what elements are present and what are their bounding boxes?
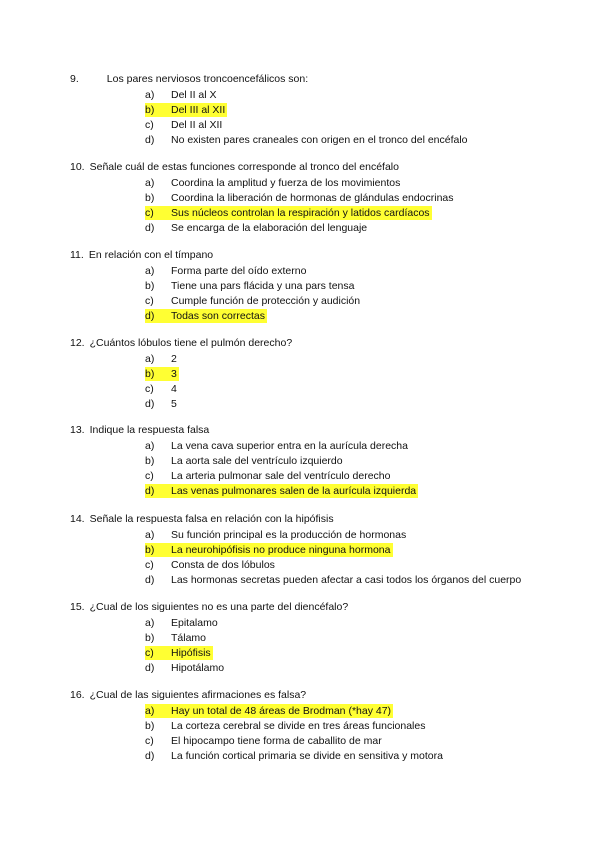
option-text: No existen pares craneales con origen en el tronco del encéfalo — [171, 134, 468, 146]
option-content — [145, 191, 456, 205]
option-letter: a) — [145, 705, 155, 717]
answer-option — [145, 631, 208, 645]
answer-option — [145, 454, 345, 468]
answer-option-highlighted — [145, 543, 393, 557]
question-number: 14. — [70, 513, 85, 525]
option-content — [145, 176, 402, 190]
answer-option — [145, 264, 308, 278]
question-number: 9. — [70, 73, 79, 85]
option-content — [145, 439, 410, 453]
option-content — [145, 397, 179, 411]
question-number: 16. — [70, 689, 85, 701]
option-letter: d) — [145, 134, 155, 146]
option-content — [145, 352, 179, 366]
option-content — [145, 734, 384, 748]
question-text — [70, 423, 570, 438]
option-text: El hipocampo tiene forma de caballito de mar — [171, 735, 382, 747]
answer-option — [145, 734, 384, 748]
question-statement: ¿Cuántos lóbulos tiene el pulmón derecho? — [89, 337, 293, 349]
option-letter: d) — [145, 222, 155, 234]
option-letter: c) — [145, 559, 154, 571]
option-text: La vena cava superior entra en la aurícula derecha — [171, 440, 408, 452]
question-16 — [70, 688, 570, 703]
option-text: 2 — [171, 353, 177, 365]
answer-option — [145, 118, 224, 132]
option-text: La corteza cerebral se divide en tres áreas funcionales — [171, 720, 426, 732]
answer-option — [145, 397, 179, 411]
option-text: Cumple función de protección y audición — [171, 295, 361, 307]
option-letter: d) — [145, 485, 155, 497]
answer-option — [145, 382, 179, 396]
option-content — [145, 454, 345, 468]
option-text: 5 — [171, 398, 177, 410]
highlight-marker — [145, 367, 179, 381]
option-text: Las venas pulmonares salen de la aurícula izquierda — [171, 485, 417, 497]
answer-option — [145, 573, 523, 587]
option-text: 3 — [171, 368, 177, 380]
answer-option — [145, 176, 402, 190]
option-letter: a) — [145, 177, 155, 189]
option-content — [145, 88, 219, 102]
option-text: Del II al X — [171, 89, 217, 101]
answer-option-highlighted — [145, 309, 267, 323]
option-letter: a) — [145, 617, 155, 629]
answer-option-highlighted — [145, 484, 418, 498]
option-letter: c) — [145, 383, 154, 395]
option-text: Coordina la liberación de hormonas de glándulas endocrinas — [171, 192, 454, 204]
option-text: Del II al XII — [171, 119, 223, 131]
question-number: 10. — [70, 161, 85, 173]
option-letter: b) — [145, 104, 155, 116]
answer-option — [145, 294, 362, 308]
question-text — [70, 336, 570, 351]
option-letter: d) — [145, 662, 155, 674]
question-statement: Los pares nerviosos troncoencefálicos son: — [106, 73, 309, 85]
question-text — [70, 248, 570, 263]
answer-option — [145, 133, 470, 147]
option-text: La función cortical primaria se divide en sensitiva y motora — [171, 750, 443, 762]
option-text: Consta de dos lóbulos — [171, 559, 275, 571]
question-12 — [70, 336, 570, 351]
question-text — [70, 512, 570, 527]
answer-option — [145, 558, 277, 572]
option-text: Hipotálamo — [171, 662, 225, 674]
option-letter: b) — [145, 544, 155, 556]
option-content — [145, 573, 523, 587]
question-statement: ¿Cual de las siguientes afirmaciones es falsa? — [89, 689, 307, 701]
option-text: La aorta sale del ventrículo izquierdo — [171, 455, 343, 467]
option-text: Tiene una pars flácida y una pars tensa — [171, 280, 355, 292]
question-number: 11. — [70, 249, 84, 261]
option-letter: c) — [145, 735, 154, 747]
highlight-marker — [145, 206, 432, 220]
option-content — [145, 118, 224, 132]
option-letter: b) — [145, 280, 155, 292]
option-text: Coordina la amplitud y fuerza de los movimientos — [171, 177, 401, 189]
question-statement: En relación con el tímpano — [88, 249, 214, 261]
option-text: La arteria pulmonar sale del ventrículo derecho — [171, 470, 391, 482]
option-content — [145, 719, 427, 733]
question-text — [70, 600, 570, 615]
question-11 — [70, 248, 570, 263]
option-content — [145, 616, 220, 630]
question-10 — [70, 160, 570, 175]
highlight-marker — [145, 484, 418, 498]
option-letter: c) — [145, 295, 154, 307]
question-statement: Señale cuál de estas funciones corresponde al tronco del encéfalo — [89, 161, 399, 173]
option-content — [145, 749, 445, 763]
question-number: 13. — [70, 424, 85, 436]
option-text: Forma parte del oído externo — [171, 265, 307, 277]
answer-option — [145, 719, 427, 733]
option-letter: c) — [145, 647, 154, 659]
option-content — [145, 279, 356, 293]
answer-option — [145, 191, 456, 205]
option-letter: b) — [145, 368, 155, 380]
option-text: Sus núcleos controlan la respiración y latidos cardíacos — [171, 207, 430, 219]
question-number: 15. — [70, 601, 85, 613]
question-text — [70, 688, 570, 703]
option-content — [145, 294, 362, 308]
option-letter: c) — [145, 470, 154, 482]
answer-option — [145, 221, 369, 235]
option-content — [145, 558, 277, 572]
option-letter: b) — [145, 720, 155, 732]
option-letter: a) — [145, 89, 155, 101]
answer-option-highlighted — [145, 646, 213, 660]
highlight-marker — [145, 543, 393, 557]
option-content — [145, 221, 369, 235]
answer-option — [145, 661, 226, 675]
option-content — [145, 661, 226, 675]
option-letter: d) — [145, 574, 155, 586]
question-13 — [70, 423, 570, 438]
question-15 — [70, 600, 570, 615]
highlight-marker — [145, 704, 393, 718]
answer-option-highlighted — [145, 367, 179, 381]
question-14 — [70, 512, 570, 527]
option-text: Las hormonas secretas pueden afectar a casi todos los órganos del cuerpo — [171, 574, 522, 586]
option-letter: b) — [145, 632, 155, 644]
option-letter: b) — [145, 455, 155, 467]
option-letter: a) — [145, 529, 155, 541]
option-letter: d) — [145, 398, 155, 410]
option-text: Hay un total de 48 áreas de Brodman (*hay 47) — [171, 705, 392, 717]
answer-option — [145, 88, 219, 102]
question-text — [70, 72, 570, 87]
option-content — [145, 382, 179, 396]
option-text: Hipófisis — [171, 647, 211, 659]
highlight-marker — [145, 103, 227, 117]
question-statement: Indique la respuesta falsa — [89, 424, 210, 436]
option-content — [145, 264, 308, 278]
option-text: Epitalamo — [171, 617, 218, 629]
answer-option — [145, 469, 392, 483]
answer-option-highlighted — [145, 206, 432, 220]
answer-option — [145, 749, 445, 763]
answer-option — [145, 279, 356, 293]
option-text: Del III al XII — [171, 104, 226, 116]
question-text — [70, 160, 570, 175]
option-content — [145, 528, 408, 542]
option-letter: d) — [145, 750, 155, 762]
option-text: Tálamo — [171, 632, 207, 644]
option-text: 4 — [171, 383, 177, 395]
option-letter: c) — [145, 207, 154, 219]
answer-option — [145, 616, 220, 630]
option-letter: c) — [145, 119, 154, 131]
option-content — [145, 469, 392, 483]
option-content — [145, 133, 470, 147]
option-letter: a) — [145, 353, 155, 365]
answer-option-highlighted — [145, 103, 227, 117]
option-text: La neurohipófisis no produce ninguna hormona — [171, 544, 391, 556]
option-text: Su función principal es la producción de hormonas — [171, 529, 407, 541]
option-content — [145, 631, 208, 645]
highlight-marker — [145, 646, 213, 660]
option-text: Se encarga de la elaboración del lenguaje — [171, 222, 368, 234]
answer-option — [145, 528, 408, 542]
question-statement: Señale la respuesta falsa en relación con la hipófisis — [89, 513, 334, 525]
option-text: Todas son correctas — [171, 310, 265, 322]
highlight-marker — [145, 309, 267, 323]
option-letter: a) — [145, 440, 155, 452]
question-number: 12. — [70, 337, 85, 349]
question-9 — [70, 72, 570, 87]
answer-option — [145, 352, 179, 366]
answer-option-highlighted — [145, 704, 393, 718]
question-statement: ¿Cual de los siguientes no es una parte del diencéfalo? — [89, 601, 349, 613]
option-letter: b) — [145, 192, 155, 204]
option-letter: d) — [145, 310, 155, 322]
option-letter: a) — [145, 265, 155, 277]
answer-option — [145, 439, 410, 453]
